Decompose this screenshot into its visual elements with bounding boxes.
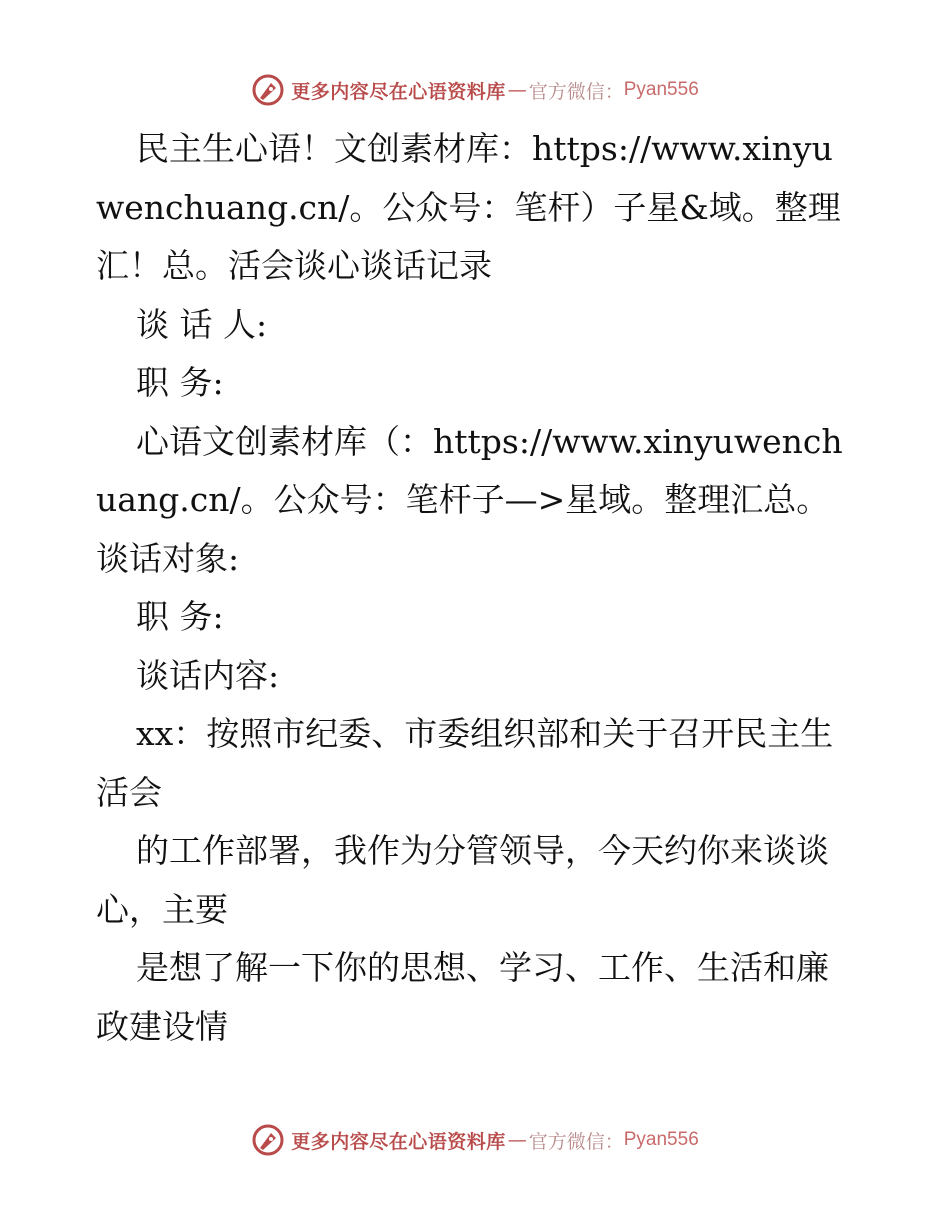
document-body (96, 120, 856, 1056)
footer-banner-separator: — (507, 1129, 527, 1151)
paragraph-content-label: 谈话内容: (136, 655, 280, 695)
paragraph-source-notice: 心语文创素材库（：https://www.xinyuwenchuang.cn/。公众号：笔杆子—>星域。整理汇总。谈话对象: (96, 421, 843, 578)
paragraph-content-2: 的工作部署，我作为分管领导，今天约你来谈谈心，主要 (96, 831, 829, 929)
paragraph-speaker: 谈 话 人: (136, 304, 268, 344)
header-wechat-label: 官方微信： (528, 80, 624, 103)
header-banner (0, 70, 950, 110)
footer-banner-text: 更多内容尽在心语资料库 (291, 1130, 506, 1153)
paragraph-content-1: xx：按照市纪委、市委组织部和关于召开民主生活会 (96, 714, 834, 812)
header-banner-text: 更多内容尽在心语资料库 (291, 80, 506, 103)
pen-nib-logo-icon (251, 1123, 285, 1157)
pen-nib-logo-icon (251, 73, 285, 107)
header-banner-separator: — (507, 79, 527, 101)
paragraph-speaker-title: 职 务: (136, 363, 224, 402)
footer-wechat-label: 官方微信： (528, 1130, 624, 1153)
header-wechat-id: Pyan556 (623, 79, 699, 100)
paragraph-target-title: 职 务: (136, 597, 224, 636)
footer-banner (0, 1120, 950, 1160)
paragraph-intro: 民主生心语！文创素材库：https://www.xinyuwenchuang.cn/。公众号：笔杆）子星&域。整理汇！总。活会谈心谈话记录 (96, 129, 841, 285)
paragraph-content-3: 是想了解一下你的思想、学习、工作、生活和廉政建设情 (96, 948, 829, 1046)
footer-wechat-id: Pyan556 (623, 1129, 699, 1150)
